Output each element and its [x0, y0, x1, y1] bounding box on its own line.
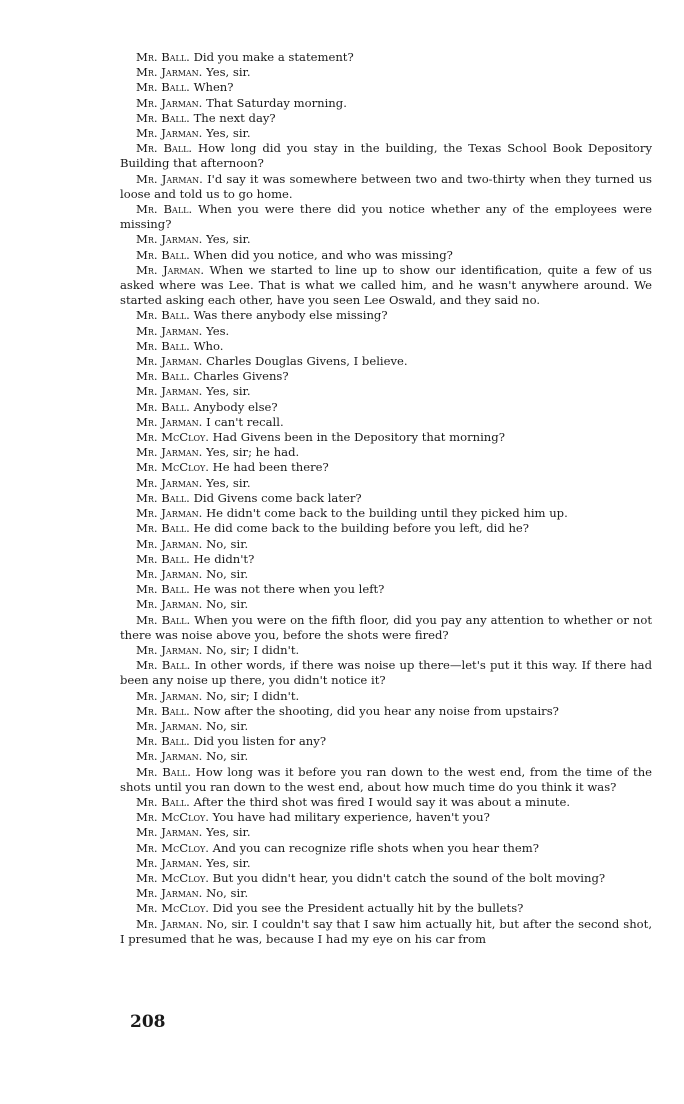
speaker-name: Mr. McCloy. — [136, 460, 209, 475]
statement-text: When? — [193, 80, 234, 95]
transcript-entry — [120, 795, 652, 810]
speaker-name: Mr. Jarman. — [136, 506, 203, 521]
statement-text: Yes, sir. — [206, 65, 251, 80]
statement-text: Did Givens come back later? — [193, 490, 362, 505]
transcript-entry — [120, 917, 652, 947]
speaker-name: Mr. Jarman. — [136, 475, 203, 490]
speaker-name: Mr. Ball. — [136, 369, 190, 384]
statement-text: No, sir; I didn't. — [206, 642, 300, 657]
speaker-name: Mr. Ball. — [136, 247, 190, 262]
transcript-entry — [120, 689, 652, 704]
speaker-name: Mr. Jarman. — [136, 126, 203, 141]
speaker-name: Mr. Jarman. — [136, 323, 203, 338]
transcript-entry — [120, 901, 652, 916]
statement-text: I'd say it was somewhere between two and two-thirty when they turned us loose and told us to go home. — [120, 171, 652, 201]
statement-text: Yes, sir. — [206, 384, 251, 399]
speaker-name: Mr. Jarman. — [136, 232, 203, 247]
statement-text: No, sir. — [206, 886, 249, 901]
speaker-name: Mr. McCloy. — [136, 901, 209, 916]
transcript-entry — [120, 172, 652, 202]
statement-text: No, sir. — [206, 536, 249, 551]
speaker-name: Mr. Ball. — [136, 764, 191, 779]
transcript-entry — [120, 643, 652, 658]
transcript-entry — [120, 597, 652, 612]
statement-text: No, sir. — [206, 749, 249, 764]
transcript-entry — [120, 80, 652, 95]
statement-text: He had been there? — [212, 460, 329, 475]
statement-text: In other words, if there was noise up there—let's put it this way. If there had been any noise up there, you didn't notice it? — [120, 658, 652, 688]
transcript-entry — [120, 537, 652, 552]
statement-text: When did you notice, and who was missing? — [193, 247, 453, 262]
speaker-name: Mr. Ball. — [136, 658, 191, 673]
statement-text: Yes, sir. — [206, 126, 251, 141]
transcript-entry — [120, 111, 652, 126]
transcript-entry — [120, 886, 652, 901]
speaker-name: Mr. Jarman. — [136, 886, 203, 901]
statement-text: When we started to line up to show our identification, quite a few of us asked where was Lee. That is what we called him, and he wasn't anywhere around. We started asking each other, have you seen Lee Oswald, and they said no. — [120, 262, 652, 308]
transcript-entry — [120, 248, 652, 263]
statement-text: Yes, sir. — [206, 475, 251, 490]
transcript-entry — [120, 856, 652, 871]
statement-text: Now after the shooting, did you hear any noise from upstairs? — [193, 703, 559, 718]
transcript-entry — [120, 704, 652, 719]
speaker-name: Mr. Jarman. — [136, 354, 203, 369]
speaker-name: Mr. Ball. — [136, 582, 190, 597]
speaker-name: Mr. Ball. — [136, 110, 190, 125]
speaker-name: Mr. Jarman. — [136, 749, 203, 764]
statement-text: Who. — [193, 338, 224, 353]
speaker-name: Mr. Jarman. — [136, 65, 203, 80]
transcript-entry — [120, 476, 652, 491]
statement-text: Did you see the President actually hit by the bullets? — [212, 901, 524, 916]
transcript-entry — [120, 202, 652, 232]
statement-text: Yes. — [206, 323, 230, 338]
transcript-entry — [120, 369, 652, 384]
speaker-name: Mr. Ball. — [136, 202, 193, 217]
statement-text: The next day? — [193, 110, 276, 125]
statement-text: He was not there when you left? — [193, 582, 385, 597]
speaker-name: Mr. Ball. — [136, 80, 190, 95]
transcript-entry — [120, 354, 652, 369]
statement-text: When you were on the fifth floor, did you pay any attention to whether or not there was noise above you, before the shots were fired? — [120, 612, 653, 642]
speaker-name: Mr. Ball. — [136, 490, 190, 505]
speaker-name: Mr. Jarman. — [136, 384, 203, 399]
statement-text: Yes, sir. — [206, 855, 251, 870]
statement-text: Did you make a statement? — [193, 50, 354, 64]
transcript-entry — [120, 567, 652, 582]
speaker-name: Mr. Ball. — [136, 399, 190, 414]
statement-text: But you didn't hear, you didn't catch the sound of the bolt moving? — [212, 870, 606, 885]
transcript-entry — [120, 506, 652, 521]
transcript-entry — [120, 552, 652, 567]
transcript-entry — [120, 810, 652, 825]
speaker-name: Mr. Ball. — [136, 141, 193, 156]
statement-text: Did you listen for any? — [193, 734, 327, 749]
speaker-name: Mr. Jarman. — [136, 262, 205, 277]
speaker-name: Mr. Ball. — [136, 338, 190, 353]
speaker-name: Mr. McCloy. — [136, 810, 209, 825]
transcript-entry — [120, 339, 652, 354]
statement-text: After the third shot was fired I would say it was about a minute. — [193, 794, 571, 809]
statement-text: No, sir. — [206, 597, 249, 612]
transcript-entry — [120, 460, 652, 475]
speaker-name: Mr. McCloy. — [136, 870, 209, 885]
speaker-name: Mr. Ball. — [136, 551, 190, 566]
speaker-name: Mr. Jarman. — [136, 171, 203, 186]
transcript-entry — [120, 445, 652, 460]
transcript-entry — [120, 384, 652, 399]
transcript-entry — [120, 324, 652, 339]
transcript-entry — [120, 126, 652, 141]
transcript-entry — [120, 719, 652, 734]
transcript-entry — [120, 749, 652, 764]
transcript-entry — [120, 613, 652, 643]
statement-text: He did come back to the building before you left, did he? — [193, 521, 530, 536]
transcript-entry — [120, 491, 652, 506]
statement-text: Yes, sir. — [206, 825, 251, 840]
statement-text: Yes, sir. — [206, 232, 251, 247]
transcript-entry — [120, 521, 652, 536]
statement-text: I can't recall. — [206, 414, 284, 429]
statement-text: No, sir. — [206, 718, 249, 733]
speaker-name: Mr. Jarman. — [136, 855, 203, 870]
statement-text: No, sir. I couldn't say that I saw him actually hit, but after the second shot, I presumed that he was, because I had my eye on his car from — [120, 916, 653, 946]
transcript-entry — [120, 232, 652, 247]
transcript-entry — [120, 308, 652, 323]
statement-text: Was there anybody else missing? — [193, 308, 388, 323]
speaker-name: Mr. Jarman. — [136, 536, 203, 551]
transcript-entry — [120, 400, 652, 415]
speaker-name: Mr. Jarman. — [136, 825, 203, 840]
speaker-name: Mr. Ball. — [136, 794, 190, 809]
statement-text: Charles Givens? — [193, 369, 289, 384]
speaker-name: Mr. Jarman. — [136, 414, 203, 429]
speaker-name: Mr. Jarman. — [136, 566, 203, 581]
statement-text: Yes, sir; he had. — [206, 445, 300, 460]
statement-text: No, sir. — [206, 566, 249, 581]
speaker-name: Mr. Ball. — [136, 734, 190, 749]
transcript-entry — [120, 871, 652, 886]
transcript-entry — [120, 841, 652, 856]
speaker-name: Mr. Ball. — [136, 50, 190, 64]
speaker-name: Mr. McCloy. — [136, 840, 209, 855]
statement-text: How long was it before you ran down to the west end, from the time of the shots until you ran down to the west end, about how much time do you think it was? — [120, 764, 653, 794]
statement-text: He didn't? — [193, 551, 255, 566]
statement-text: No, sir; I didn't. — [206, 688, 300, 703]
speaker-name: Mr. Jarman. — [136, 95, 203, 110]
transcript-entry — [120, 65, 652, 80]
speaker-name: Mr. Jarman. — [136, 445, 203, 460]
speaker-name: Mr. Ball. — [136, 703, 190, 718]
statement-text: He didn't come back to the building until they picked him up. — [206, 506, 568, 521]
speaker-name: Mr. Jarman. — [136, 642, 203, 657]
transcript-entry — [120, 734, 652, 749]
speaker-name: Mr. Jarman. — [136, 597, 203, 612]
statement-text: And you can recognize rifle shots when you hear them? — [212, 840, 539, 855]
transcript-entry — [120, 141, 652, 171]
transcript-entry — [120, 263, 652, 309]
transcript-entry — [120, 658, 652, 688]
transcript-entry — [120, 415, 652, 430]
transcript-entry — [120, 825, 652, 840]
statement-text: Had Givens been in the Depository that morning? — [212, 430, 505, 445]
speaker-name: Mr. Jarman. — [136, 718, 203, 733]
statement-text: That Saturday morning. — [206, 95, 347, 110]
transcript-entry — [120, 582, 652, 597]
transcript-entry — [120, 96, 652, 111]
statement-text: How long did you stay in the building, the Texas School Book Depository Building that afternoon? — [120, 141, 653, 171]
speaker-name: Mr. Ball. — [136, 612, 191, 627]
statement-text: You have had military experience, haven't you? — [212, 810, 490, 825]
statement-text: Charles Douglas Givens, I believe. — [206, 354, 408, 369]
speaker-name: Mr. McCloy. — [136, 430, 209, 445]
transcript-body — [120, 50, 652, 947]
transcript-entry — [120, 50, 652, 65]
statement-text: Anybody else? — [193, 399, 278, 414]
transcript-entry — [120, 430, 652, 445]
speaker-name: Mr. Jarman. — [136, 916, 203, 931]
statement-text: When you were there did you notice whether any of the employees were missing? — [120, 202, 653, 232]
transcript-entry — [120, 765, 652, 795]
speaker-name: Mr. Ball. — [136, 308, 190, 323]
page-number: 208 — [130, 1012, 166, 1032]
speaker-name: Mr. Jarman. — [136, 688, 203, 703]
speaker-name: Mr. Ball. — [136, 521, 190, 536]
